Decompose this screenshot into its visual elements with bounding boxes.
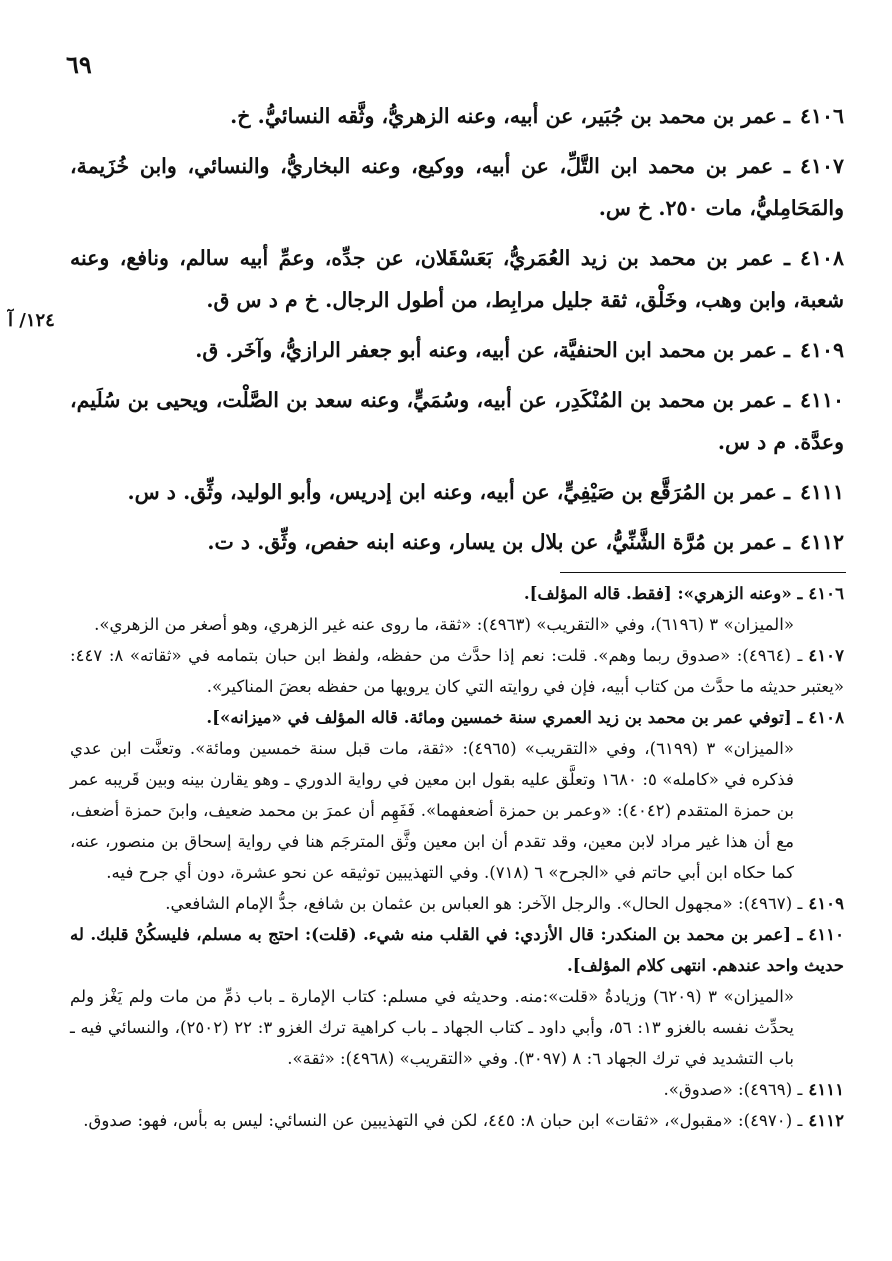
entry-4109 bbox=[70, 329, 844, 371]
footnote-number: ٤١٠٧ bbox=[808, 645, 844, 665]
footnote-heading: ـ «وعنه الزهري»: [فقط. قاله المؤلف]. bbox=[523, 583, 803, 603]
entry-4107 bbox=[70, 145, 844, 229]
entry-number: ٤١١١ bbox=[799, 480, 844, 504]
footnote-body: «الميزان» ٣ (٦١٩٩)، وفي «التقريب» (٤٩٦٥): «ثقة، مات قبل سنة خمسين ومائة». وتعنَّت ابن عدي فذكره في «كامله» ٥: ١٦٨٠ وتعلَّق عليه بقول ابن معين في رواية الدوري ـ وهو يقارن بينه وبين قَريبه عمر بن حمزة المتقدم (٤٠٤٢): «وعمر بن حمزة أضعفهما». فَفَهِم أن عمرَ بن محمد ضعيف، وابنَ حمزة أضعف، مع أن هذا غير مراد لابن معين، وقد تقدم أن ابن معين وثَّق المترجَم هنا في رواية إسحاق بن منصور، عنه، كما حكاه ابن أبي حاتم في «الجرح» ٦ (٧١٨). وفي التهذيبين توثيقه عن نحو عشرة، دون أي جرح فيه. bbox=[70, 739, 794, 882]
footnote-4111 bbox=[70, 1074, 844, 1105]
footnote-number: ٤١٠٩ bbox=[808, 893, 844, 913]
footnote-heading: ـ [توفي عمر بن محمد بن زيد العمري سنة خمسين ومائة. قاله المؤلف في «ميزانه»]. bbox=[206, 707, 803, 727]
entry-4111 bbox=[70, 471, 844, 513]
footnote-number: ٤١١٠ bbox=[808, 924, 844, 944]
footnote-4107 bbox=[70, 640, 844, 702]
footnotes bbox=[70, 578, 844, 1136]
entry-4106 bbox=[70, 95, 844, 137]
footnote-4106 bbox=[70, 578, 844, 640]
footnote-4109 bbox=[70, 888, 844, 919]
entry-text: ـ عمر بن محمد ابن التَّلِّ، عن أبيه، ووكيع، وعنه البخاريُّ، والنسائي، وابن خُزَيمة، والمَحَامِليُّ، مات ٢٥٠. خ س. bbox=[70, 154, 844, 220]
footnote-body: ـ (٤٩٦٧): «مجهول الحال». والرجل الآخر: هو العباس بن عثمان بن شافع، جدُّ الإمام الشافعي. bbox=[165, 894, 803, 913]
entry-number: ٤١١٠ bbox=[799, 388, 844, 412]
entry-number: ٤١٠٨ bbox=[799, 246, 844, 270]
footnote-body: «الميزان» ٣ (٦١٩٦)، وفي «التقريب» (٤٩٦٣): «ثقة، ما روى عنه غير الزهري، وهو أصغر من الزهري». bbox=[94, 615, 794, 634]
entry-4108 bbox=[70, 237, 844, 321]
footnote-number: ٤١٠٦ bbox=[808, 583, 844, 603]
page-number: ٦٩ bbox=[66, 50, 92, 79]
footnote-body: ـ (٤٩٧٠): «مقبول»، «ثقات» ابن حبان ٨: ٤٤٥، لكن في التهذيبين عن النسائي: ليس به بأس، فهو: صدوق. bbox=[83, 1111, 803, 1130]
footnote-body: ـ (٤٩٦٩): «صدوق». bbox=[663, 1080, 803, 1099]
entry-4110 bbox=[70, 379, 844, 463]
entry-4112 bbox=[70, 521, 844, 563]
footnote-divider bbox=[560, 572, 846, 573]
entry-text: ـ عمر بن محمد بن زيد العُمَريُّ، بَعَسْقَلان، عن جدِّه، وعمِّ أبيه سالم، ونافع، وعنه شعبة، وابن وهب، وخَلْق، ثقة جليل مرابِط، من أطول الرجال. خ م د س ق. bbox=[70, 246, 844, 312]
margin-folio-note: ١٢٤/ آ bbox=[8, 310, 55, 331]
footnote-number: ٤١١٢ bbox=[808, 1110, 844, 1130]
footnote-body: «الميزان» ٣ (٦٢٠٩) وزيادةُ «قلت»:منه. وحديثه في مسلم: كتاب الإمارة ـ باب ذمِّ من مات ولم يَغْز ولم يحدِّث نفسه بالغزو ١٣: ٥٦، وأبي داود ـ كتاب الجهاد ـ باب كراهية ترك الغزو ٣: ٢٢ (٢٥٠٢)، والنسائي فيه ـ باب التشديد في ترك الجهاد ٦: ٨ (٣٠٩٧). وفي «التقريب» (٤٩٦٨): «ثقة». bbox=[70, 987, 795, 1068]
entry-number: ٤١٠٦ bbox=[799, 104, 844, 128]
entry-number: ٤١٠٧ bbox=[799, 154, 844, 178]
entry-text: ـ عمر بن محمد بن جُبَير، عن أبيه، وعنه الزهريُّ، وثَّقه النسائيُّ. خ. bbox=[230, 104, 790, 128]
main-text bbox=[70, 95, 844, 571]
footnote-number: ٤١٠٨ bbox=[808, 707, 844, 727]
footnote-number: ٤١١١ bbox=[808, 1079, 844, 1099]
footnote-4108 bbox=[70, 702, 844, 888]
entry-text: ـ عمر بن محمد بن المُنْكَدِر، عن أبيه، وسُمَيٍّ، وعنه سعد بن الصَّلْت، ويحيى بن سُلَيم، وعدَّة. م د س. bbox=[70, 388, 844, 454]
footnote-4112 bbox=[70, 1105, 844, 1136]
footnote-heading: ـ [عمر بن محمد بن المنكدر: قال الأزدي: في القلب منه شيء. (قلت): احتج به مسلم، فليسكُنْ قلبك. له حديث واحد عندهم. انتهى كلام المؤلف]. bbox=[70, 924, 844, 975]
entry-text: ـ عمر بن المُرَقَّع بن صَيْفِيٍّ، عن أبيه، وعنه ابن إدريس، وأبو الوليد، وثِّق. د س. bbox=[127, 480, 790, 504]
entry-number: ٤١٠٩ bbox=[799, 338, 844, 362]
entry-text: ـ عمر بن محمد ابن الحنفيَّة، عن أبيه، وعنه أبو جعفر الرازيُّ، وآخَر. ق. bbox=[195, 338, 790, 362]
entry-number: ٤١١٢ bbox=[799, 530, 844, 554]
entry-text: ـ عمر بن مُرَّة الشَّنِّيُّ، عن بلال بن يسار، وعنه ابنه حفص، وثِّق. د ت. bbox=[207, 530, 790, 554]
footnote-body: ـ (٤٩٦٤): «صدوق ربما وهم». قلت: نعم إذا حدَّث من حفظه، ولفظ ابن حبان بتمامه في «ثقاته» ٨: ٤٤٧: «يعتبر حديثه ما حدَّث من كتاب أبيه، فإن في روايته التي كان يرويها من حفظه بعضَ المناكير». bbox=[70, 646, 844, 696]
footnote-4110 bbox=[70, 919, 844, 1074]
